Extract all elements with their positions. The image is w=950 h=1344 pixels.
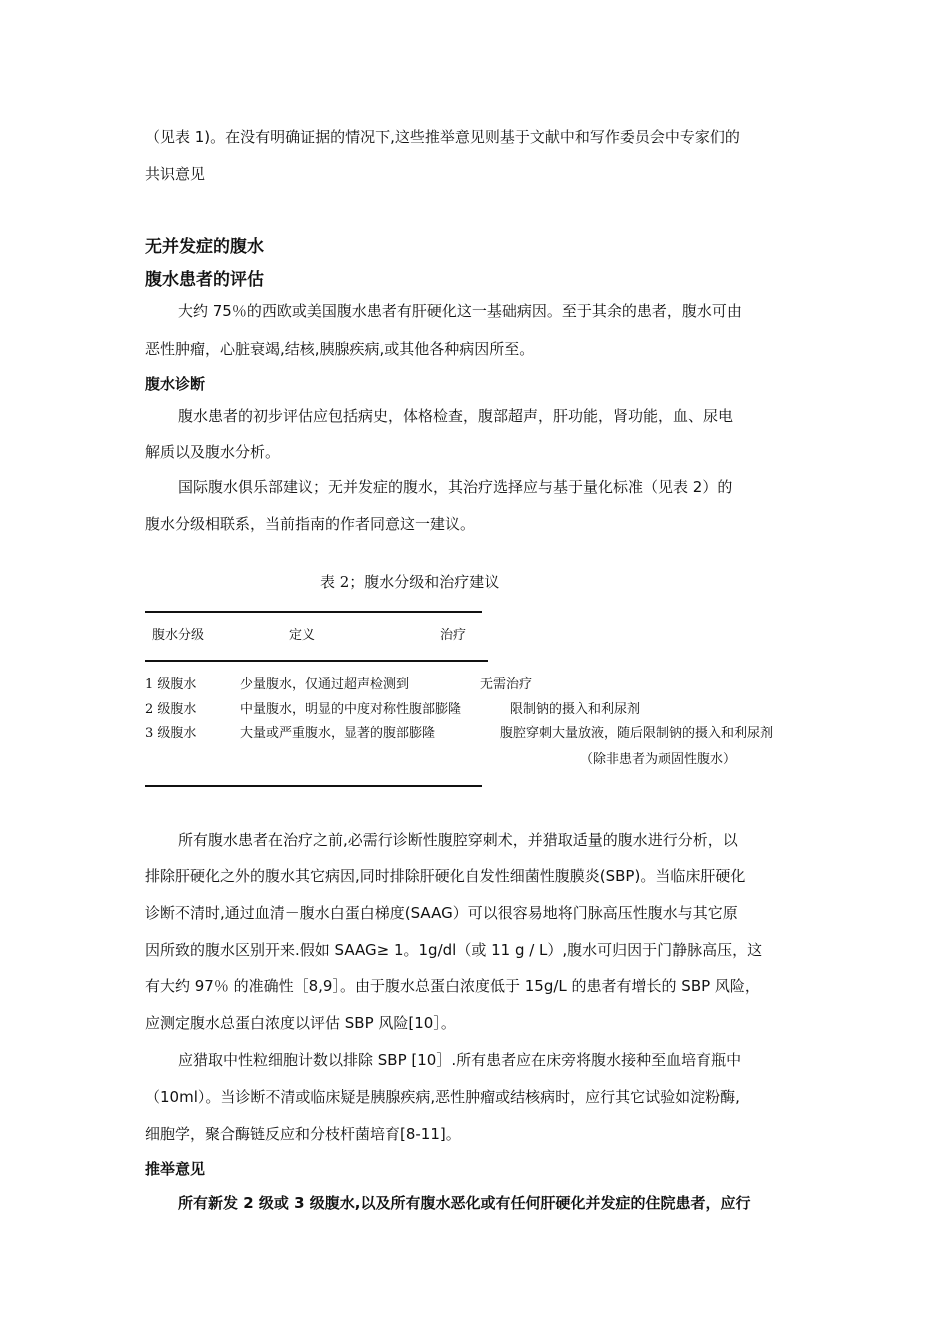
diag1-line-1: 腹水患者的初步评估应包括病史，体格检查，腹部超声，肝功能，肾功能，血、尿电 [178,407,734,425]
etiology-line-1: 大约 75％的西欧或美国腹水患者有肝硬化这一基础病因。至于其余的患者，腹水可由 [178,302,742,320]
table-row-2-definition: 中量腹水，明显的中度对称性腹部膨隆 [240,702,462,717]
puncture-line-4: 因所致的腹水区别开来.假如 SAAG≥ 1。1g/dl（或 11 g / L）,腹水可归因于门静脉高压，这 [145,941,763,959]
neutrophil-line-1: 应猎取中性粒细胞计数以排除 SBP [10］.所有患者应在床旁将腹水接种至血培育瓶中 [178,1051,742,1069]
table-top-rule [145,611,482,613]
recommendation-heading: 推举意见 [145,1160,206,1178]
table-row-3-treatment: 腹腔穿刺大量放液，随后限制钠的摄入和利尿剂 [500,726,774,741]
intro-line-1: （见表 1)。在没有明确证据的情况下,这些推举意见则基于文献中和写作委员会中专家们的 [145,128,740,146]
table-caption: 表 2；腹水分级和治疗建议 [320,573,500,591]
table-header-rule [145,660,488,662]
table-row-3-grade: 3 级腹水 [145,726,197,741]
neutrophil-line-3: 细胞学，聚合酶链反应和分枝杆菌培育[8-11]。 [145,1125,461,1143]
diagnosis-heading: 腹水诊断 [145,375,206,393]
intro-line-2: 共识意见 [145,165,206,183]
table-row-2-grade: 2 级腹水 [145,702,197,717]
table-row-3-note: （除非患者为顽固性腹水） [580,752,737,767]
recommendation-text: 所有新发 2 级或 3 级腹水,以及所有腹水恶化或有任何肝硬化并发症的住院患者，应行 [178,1194,751,1212]
puncture-line-2: 排除肝硬化之外的腹水其它病因,同时排除肝硬化自发性细菌性腹膜炎(SBP)。当临床肝硬化 [145,867,746,885]
subsection-title: 腹水患者的评估 [145,270,264,290]
table-header-grade: 腹水分级 [152,628,205,643]
section-title: 无并发症的腹水 [145,237,264,257]
table-header-definition: 定义 [289,628,316,643]
diag1-line-2: 解质以及腹水分析。 [145,443,281,461]
diag2-line-2: 腹水分级相联系，当前指南的作者同意这一建议。 [145,515,476,533]
puncture-line-1: 所有腹水患者在治疗之前,必需行诊断性腹腔穿刺术，并猎取适量的腹水进行分析，以 [178,831,738,849]
puncture-line-6: 应测定腹水总蛋白浓度以评估 SBP 风险[10］。 [145,1014,456,1032]
puncture-line-5: 有大约 97％ 的准确性［8,9］。由于腹水总蛋白浓度低于 15g/L 的患者有增长的 SBP 风险， [145,977,760,995]
table-row-2-treatment: 限制钠的摄入和利尿剂 [510,702,641,717]
neutrophil-line-2: （10ml）。当诊断不清或临床疑是胰腺疾病,恶性肿瘤或结核病时，应行其它试验如淀粉酶, [145,1088,740,1106]
table-bottom-rule [145,785,482,787]
table-header-treatment: 治疗 [440,628,467,643]
puncture-line-3: 诊断不清时,通过血清－腹水白蛋白梯度(SAAG）可以很容易地将门脉高压性腹水与其它原 [145,904,738,922]
table-row-1-grade: 1 级腹水 [145,677,197,692]
table-row-1-definition: 少量腹水，仅通过超声检测到 [240,677,410,692]
diag2-line-1: 国际腹水俱乐部建议；无并发症的腹水，其治疗选择应与基于量化标准（见表 2）的 [178,478,733,496]
etiology-line-2: 恶性肿瘤，心脏衰竭,结核,胰腺疾病,或其他各种病因所至。 [145,340,535,358]
table-row-1-treatment: 无需治疗 [480,677,533,692]
table-row-3-definition: 大量或严重腹水，显著的腹部膨隆 [240,726,436,741]
